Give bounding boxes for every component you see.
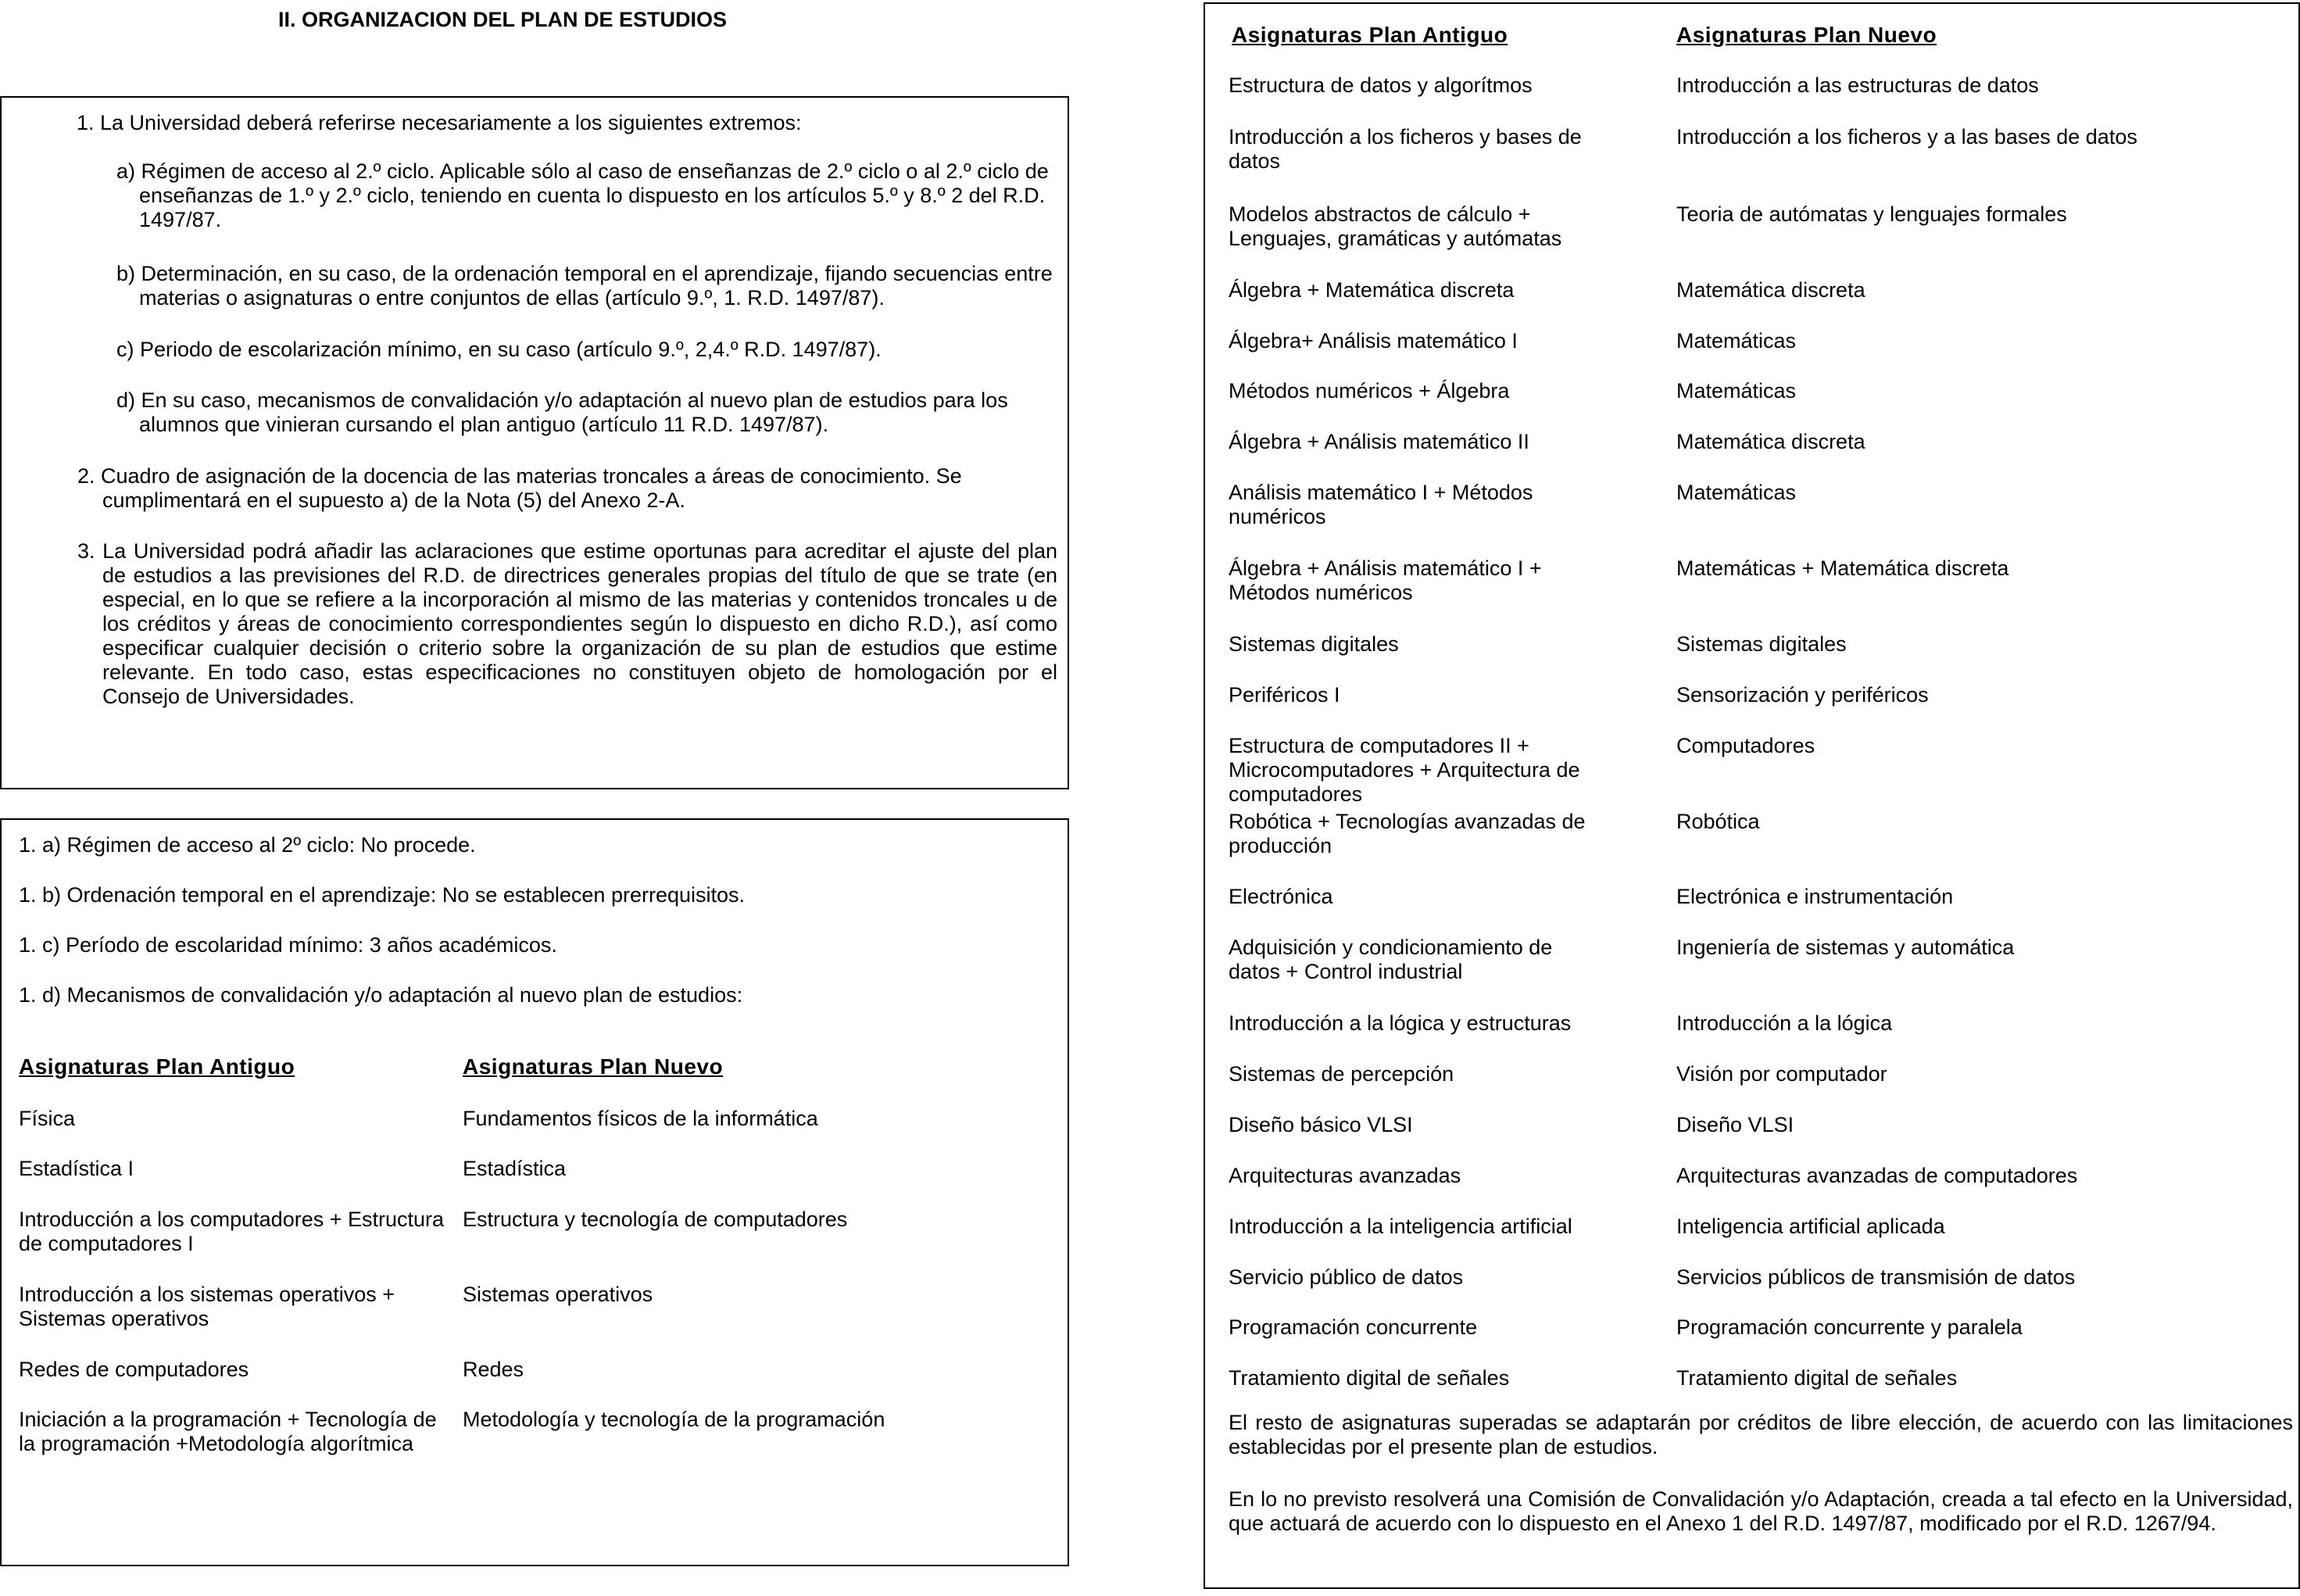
table_left-new-subject: Sistemas operativos <box>463 1283 653 1306</box>
table_right-old-subject: Electrónica <box>1229 885 1333 908</box>
table_right-old-subject: Introducción a los ficheros y bases de datos <box>1229 125 1582 173</box>
table_right-new-subject: Matemáticas <box>1676 329 1797 352</box>
table_right-old-subject: Tratamiento digital de señales <box>1229 1366 1510 1390</box>
table_right-new-subject: Diseño VLSI <box>1676 1113 1794 1136</box>
table_right-old-subject: Introducción a la inteligencia artificial <box>1229 1215 1572 1238</box>
table_right-old-subject: Métodos numéricos + Álgebra <box>1229 379 1510 403</box>
table_left-new-subject: Fundamentos físicos de la informática <box>463 1107 818 1130</box>
table_left-new-subject: Estructura y tecnología de computadores <box>463 1208 848 1231</box>
table_right-new-subject: Teoria de autómatas y lenguajes formales <box>1676 202 2067 226</box>
table_right-old-subject: Adquisición y condicionamiento de datos + Control industrial <box>1229 936 1553 983</box>
table_right-new-subject: Sistemas digitales <box>1676 632 1847 656</box>
table_right-old-subject: Álgebra+ Análisis matemático I <box>1229 329 1518 352</box>
table_right-old-subject: Modelos abstractos de cálculo + Lenguajes, gramáticas y autómatas <box>1229 202 1562 250</box>
table_right-old-subject: Sistemas de percepción <box>1229 1062 1454 1086</box>
instruction-item-b: b) Determinación, en su caso, de la ordenación temporal en el aprendizaje, fijando secuencias entre materias o asignaturas o entre conjuntos de ellas (artículo 9.º, 1. R.D. 1497/87). <box>116 262 1053 310</box>
table_left-new-subject: Estadística <box>463 1157 567 1180</box>
table_right-new-subject: Robótica <box>1676 810 1760 833</box>
table_right-old-subject: Programación concurrente <box>1229 1315 1478 1339</box>
table_right-new-subject: Computadores <box>1676 734 1815 757</box>
table_right-old-subject: Análisis matemático I + Métodos numéricos <box>1229 481 1533 528</box>
table_right-new-subject: Matemáticas <box>1676 379 1797 403</box>
page-title: II. ORGANIZACION DEL PLAN DE ESTUDIOS <box>278 8 728 31</box>
instruction-item-a: a) Régimen de acceso al 2.º ciclo. Aplicable sólo al caso de enseñanzas de 2.º ciclo o al 2.º ciclo de enseñanzas de 1.º y 2.º ciclo, teniendo en cuenta lo dispuesto en los artículos 5.º y 8.º 2 del R.D. 1497/87. <box>116 159 1049 231</box>
table_right-old-subject: Álgebra + Análisis matemático II <box>1229 430 1529 453</box>
table_right-new-subject: Matemática discreta <box>1676 430 1865 453</box>
instructions-intro: 1. La Universidad deberá referirse necesariamente a los siguientes extremos: <box>77 111 802 134</box>
instruction-item-d: d) En su caso, mecanismos de convalidación y/o adaptación al nuevo plan de estudios para los alumnos que vinieran cursando el plan antiguo (artículo 11 R.D. 1497/87). <box>116 388 1008 436</box>
table_right-old-subject: Sistemas digitales <box>1229 632 1399 656</box>
right-header-old: Asignaturas Plan Antiguo <box>1232 23 1508 47</box>
table_right-new-subject: Arquitecturas avanzadas de computadores <box>1676 1164 2078 1187</box>
table_left-old-subject: Estadística I <box>19 1157 134 1180</box>
left-header-new: Asignaturas Plan Nuevo <box>463 1054 724 1079</box>
table_right-old-subject: Álgebra + Análisis matemático I + Métodos numéricos <box>1229 556 1542 604</box>
table_left-old-subject: Introducción a los sistemas operativos + Sistemas operativos <box>19 1283 395 1330</box>
right-table-box <box>1204 2 2300 1589</box>
table_right-new-subject: Introducción a los ficheros y a las bases de datos <box>1676 125 2137 149</box>
table_right-old-subject: Álgebra + Matemática discreta <box>1229 278 1515 302</box>
table_left-new-subject: Metodología y tecnología de la programación <box>463 1408 885 1431</box>
table_right-new-subject: Matemática discreta <box>1676 278 1865 302</box>
table_right-new-subject: Introducción a las estructuras de datos <box>1676 73 2039 97</box>
right-header-new: Asignaturas Plan Nuevo <box>1676 23 1937 47</box>
table_right-old-subject: Periféricos I <box>1229 683 1340 707</box>
table_right-new-subject: Matemáticas <box>1676 481 1797 504</box>
table_left-old-subject: Iniciación a la programación + Tecnología de la programación +Metodología algorítmica <box>19 1408 437 1455</box>
closing-paragraph-2: En lo no previsto resolverá una Comisión de Convalidación y/o Adaptación, creada a tal efecto en la Universidad, que actuará de acuerdo con lo dispuesto en el Anexo 1 del R.D. 1497/87, modificado por el R.D. 1267/94. <box>1229 1487 2293 1535</box>
closing-paragraph-1: El resto de asignaturas superadas se adaptarán por créditos de libre elección, de acuerdo con las limitaciones establecidas por el presente plan de estudios. <box>1229 1411 2293 1458</box>
instruction-item-c: c) Periodo de escolarización mínimo, en su caso (artículo 9.º, 2,4.º R.D. 1497/87). <box>116 338 882 361</box>
table_right-old-subject: Arquitecturas avanzadas <box>1229 1164 1461 1187</box>
table_right-old-subject: Servicio público de datos <box>1229 1265 1464 1289</box>
table_right-new-subject: Programación concurrente y paralela <box>1676 1315 2023 1339</box>
answer-1a: 1. a) Régimen de acceso al 2º ciclo: No procede. <box>19 833 476 857</box>
answers-box <box>0 818 1069 1566</box>
table_right-new-subject: Servicios públicos de transmisión de datos <box>1676 1265 2076 1289</box>
table_right-new-subject: Inteligencia artificial aplicada <box>1676 1215 1945 1238</box>
table_right-new-subject: Ingeniería de sistemas y automática <box>1676 936 2015 959</box>
table_left-old-subject: Redes de computadores <box>19 1358 249 1381</box>
instruction-item-2: 2. Cuadro de asignación de la docencia de las materias troncales a áreas de conocimiento. Se cumplimentará en el supuesto a) de la Nota (5) del Anexo 2-A. <box>77 464 962 512</box>
table_right-new-subject: Electrónica e instrumentación <box>1676 885 1954 908</box>
table_left-new-subject: Redes <box>463 1358 524 1381</box>
answer-1d: 1. d) Mecanismos de convalidación y/o adaptación al nuevo plan de estudios: <box>19 983 743 1007</box>
left-header-old: Asignaturas Plan Antiguo <box>19 1054 295 1079</box>
table_right-new-subject: Visión por computador <box>1676 1062 1887 1086</box>
instruction-item-3: 3. La Universidad podrá añadir las aclaraciones que estime oportunas para acreditar el ajuste del plan de estudios a las previsiones del R.D. de directrices generales propias del título de que se trate (en especial, en lo que se refiere a la incorporación al mismo de las materias y contenidos troncales u de los créditos y áreas de conocimiento correspondientes según lo dispuesto en dicho R.D.), así como especificar cualquier decisión o criterio sobre la organización de su plan de estudios que estime relevante. En todo caso, estas especificaciones no constituyen objeto de homologación por el Consejo de Universidades. <box>77 539 1057 708</box>
table_right-new-subject: Sensorización y periféricos <box>1676 683 1929 707</box>
answer-1c: 1. c) Período de escolaridad mínimo: 3 años académicos. <box>19 933 557 957</box>
table_right-old-subject: Robótica + Tecnologías avanzadas de producción <box>1229 810 1586 857</box>
table_left-old-subject: Introducción a los computadores + Estructura de computadores I <box>19 1208 445 1255</box>
table_right-new-subject: Matemáticas + Matemática discreta <box>1676 556 2009 580</box>
table_right-old-subject: Estructura de computadores II + Microcomputadores + Arquitectura de computadores <box>1229 734 1580 806</box>
instructions-box <box>0 96 1069 789</box>
table_right-old-subject: Introducción a la lógica y estructuras <box>1229 1011 1572 1035</box>
table_right-old-subject: Diseño básico VLSI <box>1229 1113 1413 1136</box>
answer-1b: 1. b) Ordenación temporal en el aprendizaje: No se establecen prerrequisitos. <box>19 883 746 907</box>
table_right-old-subject: Estructura de datos y algorítmos <box>1229 73 1533 97</box>
table_right-new-subject: Tratamiento digital de señales <box>1676 1366 1958 1390</box>
table_right-new-subject: Introducción a la lógica <box>1676 1011 1893 1035</box>
table_left-old-subject: Física <box>19 1107 76 1130</box>
